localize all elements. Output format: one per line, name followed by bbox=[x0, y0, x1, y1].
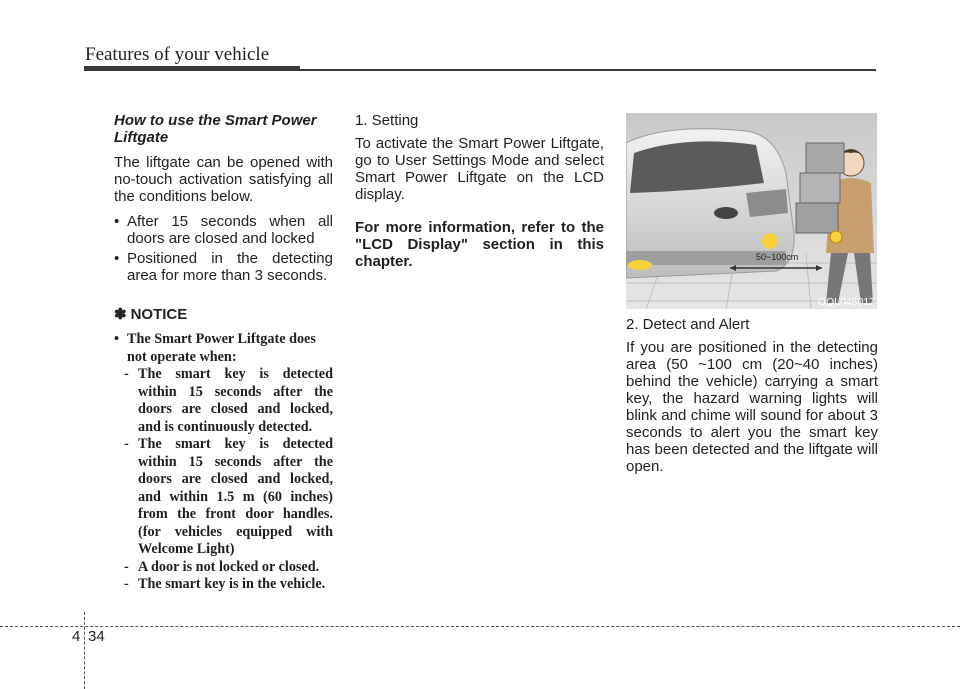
header-rule-thick bbox=[84, 66, 300, 71]
condition-item: • Positioned in the detecting area for more than 3 seconds. bbox=[114, 250, 333, 284]
asterisk-icon: ✽ bbox=[114, 306, 127, 323]
notice-heading bbox=[114, 306, 333, 323]
notice-item-text: The smart key is in the vehicle. bbox=[138, 576, 326, 592]
intro-paragraph: The liftgate can be opened with no-touch activation satisfying all the conditions below. bbox=[114, 154, 333, 205]
notice-body bbox=[114, 331, 333, 594]
section-subheading: How to use the Smart Power Liftgate bbox=[114, 112, 317, 146]
notice-item bbox=[114, 576, 333, 594]
notice-item bbox=[114, 366, 333, 436]
step-1-title: 1. Setting bbox=[355, 112, 419, 129]
step-1-text: To activate the Smart Power Liftgate, go to User Settings Mode and select Smart Power Liftgate on the LCD display. bbox=[355, 135, 604, 203]
chapter-number: 4 bbox=[72, 628, 81, 645]
notice-title: NOTICE bbox=[130, 306, 188, 323]
notice-item-text: The smart key is detected within 15 seconds after the doors are closed and locked, and within 1.5 m (60 inches) from the front door handles. (for vehicles equipped with Welcome Light) bbox=[138, 436, 333, 557]
column-middle bbox=[355, 112, 604, 270]
notice-item-text: A door is not locked or closed. bbox=[138, 558, 320, 575]
bullet-dot: • bbox=[114, 331, 119, 347]
step-2-text: If you are positioned in the detecting area (50 ~100 cm (20~40 inches) behind the vehicle) carrying a smart key, the hazard warning lights will blink and chime will sound for about 3 seconds to alert you the smart key has been detected and the liftgate will open. bbox=[626, 339, 878, 475]
notice-item bbox=[114, 436, 333, 559]
vehicle-rear-illustration bbox=[626, 113, 877, 309]
dash-marker: - bbox=[124, 576, 129, 592]
step-2-title: 2. Detect and Alert bbox=[626, 316, 750, 333]
footer-rule bbox=[0, 626, 960, 627]
page-number: 34 bbox=[88, 628, 105, 645]
reference-note: For more information, refer to the "LCD Display" section in this chapter. bbox=[355, 219, 604, 270]
dash-marker: - bbox=[124, 436, 129, 452]
page-header-title: Features of your vehicle bbox=[85, 44, 270, 65]
notice-lead-text: The Smart Power Liftgate does not operate when: bbox=[127, 331, 316, 365]
condition-list bbox=[114, 213, 333, 284]
condition-item: • After 15 seconds when all doors are closed and locked bbox=[114, 213, 333, 247]
dash-marker: - bbox=[124, 558, 129, 575]
distance-label: 50~100cm bbox=[756, 252, 799, 262]
dash-marker: - bbox=[124, 366, 129, 382]
column-left bbox=[114, 112, 333, 594]
footer-divider bbox=[84, 612, 85, 689]
notice-item-text: The smart key is detected within 15 seconds after the doors are closed and locked, and is continuously detected. bbox=[138, 366, 333, 435]
notice-item bbox=[114, 559, 333, 577]
header-rule-thin bbox=[300, 69, 876, 71]
figure-code: OQL045017 bbox=[817, 296, 875, 308]
liftgate-illustration bbox=[626, 113, 877, 309]
column-right bbox=[626, 316, 878, 475]
notice-lead bbox=[114, 331, 333, 366]
